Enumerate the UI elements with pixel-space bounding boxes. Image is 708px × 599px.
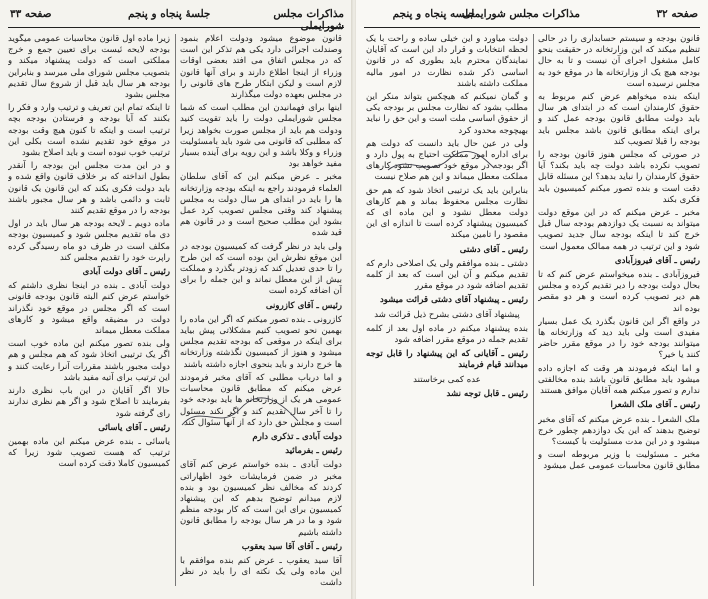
header-main-title: مذاکرات مجلس شورایملی	[273, 8, 344, 32]
speaker-line: رئیس ـ آقای یاسائی	[98, 422, 170, 433]
paragraph: قانون بودجه و سیستم حسابداری را در حالی تنظیم میکند که این وزارتخانه در حقیقت بنحو کامل مشغول اجرای آن نیست و تا به حال بودجه هیچ یک از وزارتخانه ها در موقع خود به مجلس نرسیده است	[538, 34, 700, 89]
header-session-title: جلسه پنجاه و پنجم	[392, 8, 475, 20]
page-header	[364, 6, 700, 26]
paragraph: قانون موضوع میشود ودولت اعلام بنمود وصندلت اجرائی دارد یکی هم تذکر این است که در مجلس اتفاق می افتد بعضی اوقات وزراء از اینجا اطلاع دارند و برای آنها قانون لازم است و لیکن ابتکار طرح های قانونی را در مجلس بعهده دولت میگذارند	[180, 34, 342, 101]
paragraph: یاسائی ـ بنده عرض میکنم این ماده بهمین ترتیب که هست تصویب شود زیرا که کمیسیون کاملا دقت کرده است	[8, 436, 170, 470]
header-main-title: مذاکرات مجلس شورایملی	[462, 8, 580, 20]
paragraph: زیرا ماده اول قانون محاسبات عمومی میگوید بودجه لایحه ئیست برای تعیین جمع و خرج مملکتی است که دولت پیشنهاد میکند و بتصویب مجلس شورای ملی میرسد و بنابراین بودجه هر سال باید قبل از شروع سال تقدیم مجلس بشود	[8, 34, 170, 101]
page-number: صفحه ۳۳	[10, 8, 52, 20]
paragraph: در واقع اگر این قانون بگذرد یک عمل بسیار مفیدی است ولی باید دید که وزارتخانه ها میتوانند بودجه خود را در موقع مقرر حاضر کنند یا خیر؟	[538, 316, 700, 361]
paragraph: بنابراین باید یک ترتیبی اتخاذ شود که هم حق نظارت مجلس محفوظ بماند و هم کارهای دولت معطل نشود و این ماده ای که کمیسیون پیشنهاد کرده است تا اندازه ای این مقصود را تامین میکند	[366, 185, 528, 241]
paragraph: آقا سید یعقوب ـ عرض کنم بنده موافقم با این ماده ولی یک نکته ای را باید در نظر داشت	[180, 555, 342, 589]
speaker-line: رئیس ـ بفرمائید	[285, 446, 342, 457]
paragraph: کازرونی ـ بنده تصور میکنم که اگر این ماده را بهمین نحو تصویب کنیم مشکلاتی پیش بیاید برای اینکه در موقعی که بودجه تقدیم مجلس میشود و هنوز از کمیسیون نگذشته وزارتخانه ها خرج دارند و باید بنحوی اجازه داشته باشند	[180, 314, 342, 370]
speaker-line: دولت آبادی ـ تذکری دارم	[252, 431, 342, 442]
paragraph: و گمان نمیکنم که هیچکس بتواند منکر این مطلب بشود که نظارت مجلس بر بودجه یکی از حقوق اساسی ملت است و این حق را نباید بهیچوجه محدود کرد	[366, 92, 528, 136]
paragraph: و اما درباب مطلبی که آقای مخبر فرمودند عرض میکنم که مطابق قانون محاسبات عمومی هر یک از وزارتخانه ها باید بودجه خود را تا آخر سال تقدیم کند و اگر نکند مسئول است و مجلس حق دارد که از آنها سئوال کند	[180, 372, 342, 428]
paragraph: دشتی ـ بنده موافقم ولی یک اصلاحی دارم که تقدیم میکنم و آن این است که بعد از کلمه تقدیم اضافه شود در موقع مقرر	[366, 258, 528, 292]
header-rule	[364, 27, 700, 28]
column-divider	[533, 34, 534, 586]
speaker-line: رئیس ـ آقای دولت آبادی	[82, 267, 170, 278]
page-number: صفحه ۳۲	[656, 8, 698, 20]
text-column-right	[180, 34, 342, 589]
speaker-line: رئیس ـ آقای دشتی	[459, 244, 528, 255]
speaker-line: رئیس ـ آقای فیروزآبادی	[614, 255, 700, 266]
paragraph: و اما اینکه فرمودند هر وقت که اجازه داده میشود باید مطابق قانون باشد بنده مخالفتی ندارم و تصور میکنم همه آقایان موافق هستند	[538, 363, 700, 397]
speaker-line: رئیس ـ آقای آقا سید یعقوب	[241, 541, 342, 552]
paragraph: دولت آبادی ـ بنده خواستم عرض کنم آقای مخبر در ضمن فرمایشات خود اظهاراتی کردند که مخالف نظر کمیسیون بود و بنده لازم میدانم توضیح بدهم که این پیشنهاد کمیسیون برای این است که کار بودجه منظم شود و ما در هر سال بودجه را مطابق قانون داشته باشیم	[180, 460, 342, 538]
vote-result: عده کمی برخاستند	[413, 374, 481, 385]
paragraph: و در این مدت مجلس این بودجه را آنقدر بطول انداخته که بر خلاف قانون واقع شده و باید دولت فکری بکند که این قانون یک قانون ثابت و دائمی باشد و هر سال مجبور باشند بودجه را در موقع تقدیم کنند	[8, 161, 170, 217]
speaker-line: رئیس ـ پیشنهاد آقای دشتی قرائت میشود	[379, 295, 528, 306]
header-rule	[8, 27, 344, 28]
text-column-left	[8, 34, 170, 589]
paragraph: حالا اگر آقایان در این باب نظری دارند بفرمایند تا اصلاح شود و اگر هم نظری ندارند رای گرفته شود	[8, 386, 170, 419]
paragraph: ولی بنده تصور میکنم این ماده خوب است اگر یک ترتیبی اتخاذ شود که هم مجلس و هم دولت مجبور باشند مقررات آنرا رعایت کنند و این ترتیب برای آتیه مفید باشد	[8, 339, 170, 383]
text-column-right	[538, 34, 700, 589]
speaker-line: رئیس ـ آقای کازرونی	[265, 300, 342, 311]
paragraph: مخبر ـ عرض میکنم که در این موقع دولت میتواند به نسبت یک دوازدهم بودجه سال قبل خرج کند تا اینکه بودجه سال جدید تصویب شود و این ترتیب در همه ممالک معمول است	[538, 208, 700, 252]
paragraph: تا اینکه تمام این تعریف و ترتیب وارد و فکر را بکنند که آیا بودجه و فرستادن بودجه بچه ترتیب است و اینکه تا کنون هیچ وقت بودجه در موقع خود تقدیم نشده است بکلی این ترتیب خوب نبوده است و باید اصلاح بشود	[8, 103, 170, 159]
speaker-line: رئیس ـ آقای ملک الشعرا	[610, 400, 700, 411]
header-session-title: جلسهٔ پنجاه و پنجم	[128, 8, 211, 20]
paragraph: دولت میآورد و این خیلی ساده و راحت با یک لحظه انتخابات و قرار داد این است که آقایان نمایندگان محترم باید بطوری که در قانون اساسی ذکر شده نظارت در امور مالیه مملکت داشته باشند	[366, 34, 528, 89]
paragraph: ماده دویم ـ لایحه بودجه هر سال باید در اول دی ماه تقدیم مجلس شود و کمیسیون بودجه مکلف است در ظرف دو ماه رسیدگی کرده راپرت خود را تقدیم مجلس کند	[8, 219, 170, 263]
paragraph: در صورتی که مجلس هنوز قانون بودجه را تصویب نکرده باشد دولت چه باید بکند؟ آیا حقوق کارمندان را نباید بدهد؟ این مسئله قابل دقت است و بنده تصور میکنم کمیسیون باید فکری بکند	[538, 150, 700, 205]
paragraph: اینها برای فهمانیدن این مطلب است که شما مجلس شورایملی دولت را باید تقویت کنید ودولت هم باید از مجلس صورت بخواهد زیرا که مطلبی که قانونی می شود باید بامسئولیت وزراء و وکلا باشد و این رویه برای آینده بسیار مفید خواهد بود	[180, 103, 342, 170]
text-column-left	[366, 34, 528, 589]
speaker-line: رئیس ـ آقایانی که این پیشنهاد را قابل توجه میدانند قیام فرمایند	[366, 349, 528, 371]
paragraph: ملک الشعرا ـ بنده عرض میکنم که آقای مخبر توضیح بدهند که این یک دوازدهم چطور خرج میشود و در این مدت مسئولیت با کیست؟	[538, 414, 700, 447]
left-page	[0, 0, 352, 599]
paragraph: فیروزآبادی ـ بنده میخواستم عرض کنم که تا بحال دولت بودجه را دیر تقدیم کرده و مجلس هم دیر تصویب کرده است و هر دو مقصر بوده اند	[538, 270, 700, 314]
paragraph: اینکه بنده میخواهم عرض کنم مربوط به حقوق کارمندان است که در ابتدای هر سال باید دولت مطابق قانون بودجه عمل کند و برای اینکه مطابق قانون باشد مجلس باید بودجه را قبلا تصویب کند	[538, 92, 700, 147]
paragraph: دولت آبادی ـ بنده در اینجا نظری داشتم که خواستم عرض کنم البته قانون بودجه قانونی است که اگر مجلس در موقع خود نگذراند دولت در مضیقه واقع میشود و کارهای مملکت معطل میماند	[8, 281, 170, 337]
paragraph: مخبر ـ عرض میکنم این که آقای سلطان العلماء فرمودند راجع به اینکه بودجه وزارتخانه ها را باید در ابتدای هر سال دولت به مجلس پیشنهاد کند وقتی مجلس تصویب کرد عمل بشود این مطلب صحیح است و در قانون هم قید شده	[180, 172, 342, 239]
paragraph: مخبر ـ مسئولیت با وزیر مربوطه است و مطابق قانون محاسبات عمومی عمل میشود	[538, 450, 700, 472]
paragraph: ولی باید در نظر گرفت که کمیسیون بودجه در این موقع نظرش این بوده است که این طرح را تا حدی تعدیل کند که زودتر بگذرد و مملکت بیش از این معطل نماند و این جمله را برای آن اضافه کرده است	[180, 241, 342, 297]
speaker-line: رئیس ـ قابل توجه نشد	[446, 388, 528, 399]
motion-heading: پیشنهاد آقای دشتی بشرح ذیل قرائت شد	[374, 309, 520, 320]
paragraph: بنده پیشنهاد میکنم در ماده اول بعد از کلمه تقدیم جمله در موقع مقرر اضافه شود	[366, 323, 528, 346]
paragraph: ولی در عین حال باید دانست که دولت هم برای اداره امور مملکت احتیاج به پول دارد و اگر بودجه در موقع خود تصویب نشود کارهای مملکت معطل میماند و این هم صلاح نیست	[366, 138, 528, 183]
column-divider	[175, 34, 176, 586]
right-page	[356, 0, 708, 599]
page-header	[8, 6, 344, 32]
